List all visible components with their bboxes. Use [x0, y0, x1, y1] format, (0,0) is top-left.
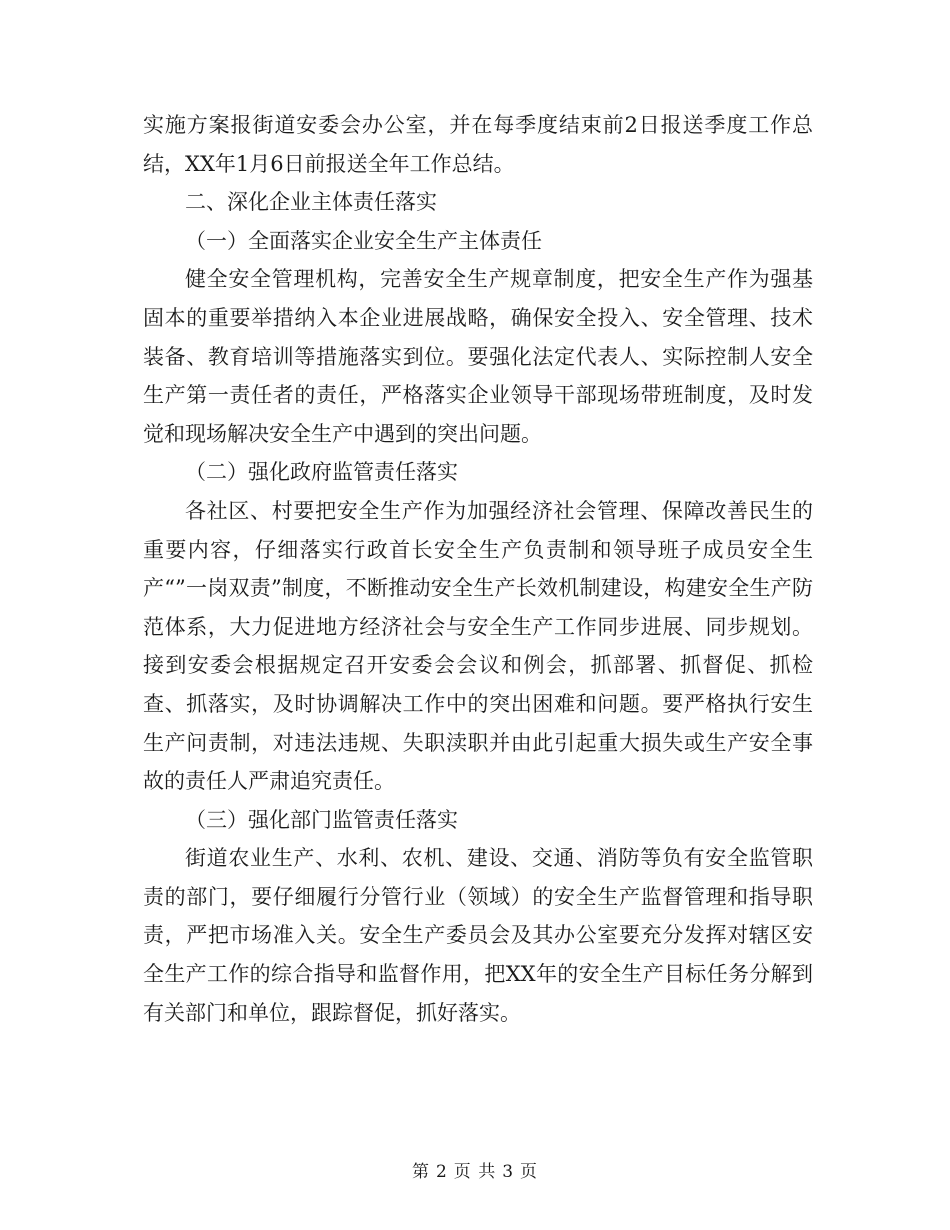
- footer-total-pages: 3: [502, 1162, 515, 1182]
- paragraph-continued: 实施方案报街道安委会办公室，并在每季度结束前2日报送季度工作总结，XX年1月6日前报送全年工作总结。: [143, 113, 813, 176]
- paragraph-enterprise-responsibility: 健全安全管理机构，完善安全生产规章制度，把安全生产作为强基固本的重要举措纳入本企业进展战略，确保安全投入、安全管理、技术装备、教育培训等措施落实到位。要强化法定代表人、实际控制人安全生产第一责任者的责任，严格落实企业领导干部现场带班制度，及时发觉和现场解决安全生产中遇到的突出问题。: [143, 267, 813, 446]
- section-heading-two: 二、深化企业主体责任落实: [185, 190, 437, 215]
- footer-current-page: 2: [435, 1162, 448, 1182]
- footer-middle: 页 共: [453, 1162, 497, 1182]
- sub-heading-one: （一）全面落实企业安全生产主体责任: [185, 228, 542, 253]
- footer-suffix: 页: [520, 1162, 539, 1182]
- footer-prefix: 第: [411, 1162, 430, 1182]
- sub-heading-three: （三）强化部门监管责任落实: [185, 807, 458, 832]
- paragraph-government-supervision: 各社区、村要把安全生产作为加强经济社会管理、保障改善民生的重要内容，仔细落实行政首长安全生产负责制和领导班子成员安全生产“”一岗双责”制度，不断推动安全生产长效机制建设，构建安全生产防范体系，大力促进地方经济社会与安全生产工作同步进展、同步规划。接到安委会根据规定召开安委会会议和例会，抓部署、抓督促、抓检查、抓落实，及时协调解决工作中的突出困难和问题。要严格执行安生生产问责制，对违法违规、失职渎职并由此引起重大损失或生产安全事故的责任人严肃追究责任。: [143, 498, 813, 794]
- sub-heading-two: （二）强化政府监管责任落实: [185, 460, 458, 485]
- paragraph-department-supervision: 街道农业生产、水利、农机、建设、交通、消防等负有安全监管职责的部门，要仔细履行分管行业（领域）的安全生产监督管理和指导职责，严把市场准入关。安全生产委员会及其办公室要充分发挥对辖区安全生产工作的综合指导和监督作用，把XX年的安全生产目标任务分解到有关部门和单位，跟踪督促，抓好落实。: [143, 846, 813, 1025]
- page-footer: [0, 1157, 950, 1182]
- document-body: [143, 106, 813, 1032]
